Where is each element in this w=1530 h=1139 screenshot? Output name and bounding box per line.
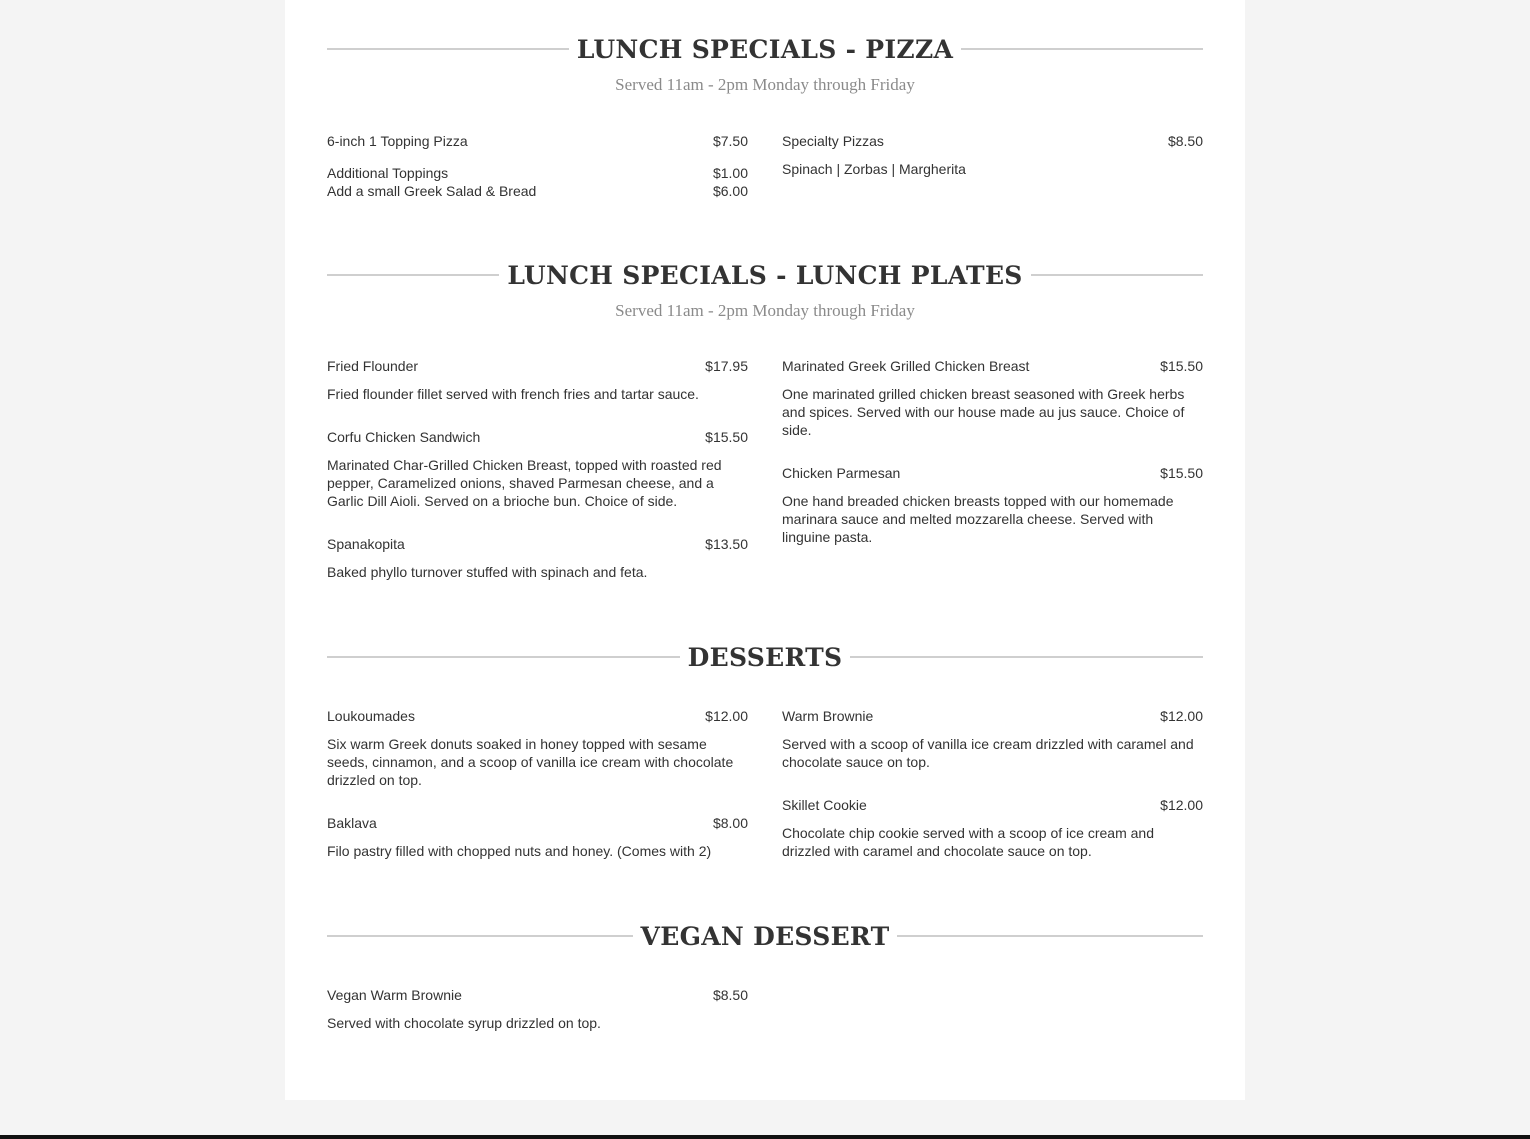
item-description: Served with chocolate syrup drizzled on top. bbox=[327, 1015, 601, 1031]
section-lunch-pizza bbox=[327, 29, 1203, 199]
menu-item bbox=[782, 707, 1203, 771]
item-price: $7.50 bbox=[712, 133, 748, 149]
section-header bbox=[327, 255, 1203, 295]
item-description: Chocolate chip cookie served with a scoop of ice cream and drizzled with caramel and chocolate sauce on top. bbox=[782, 825, 1154, 859]
right-column bbox=[782, 357, 1203, 571]
item-price: $17.95 bbox=[705, 358, 748, 374]
item-price: $12.00 bbox=[1160, 708, 1203, 724]
item-description: One marinated grilled chicken breast seasoned with Greek herbs and spices. Served with our house made au jus sauce. Choice of side. bbox=[782, 386, 1185, 438]
item-description: Spinach | Zorbas | Margherita bbox=[782, 161, 966, 177]
divider-line bbox=[327, 935, 633, 937]
item-name: Specialty Pizzas bbox=[782, 133, 884, 149]
item-price: $8.50 bbox=[1167, 133, 1203, 149]
menu-item bbox=[327, 182, 748, 200]
section-desserts bbox=[327, 637, 1203, 859]
item-price: $1.00 bbox=[712, 165, 748, 181]
item-price: $8.00 bbox=[712, 815, 748, 831]
footer-bar bbox=[0, 1135, 1530, 1139]
left-column bbox=[327, 707, 748, 885]
item-description: Baked phyllo turnover stuffed with spinach and feta. bbox=[327, 564, 648, 580]
item-price: $6.00 bbox=[712, 183, 748, 199]
item-description: Served with a scoop of vanilla ice cream drizzled with caramel and chocolate sauce on top. bbox=[782, 736, 1194, 770]
item-name: Baklava bbox=[327, 815, 377, 831]
divider-line bbox=[961, 48, 1203, 50]
item-name: 6-inch 1 Topping Pizza bbox=[327, 133, 468, 149]
item-name: Warm Brownie bbox=[782, 708, 874, 724]
item-price: $15.50 bbox=[1160, 358, 1203, 374]
item-name: Fried Flounder bbox=[327, 358, 419, 374]
divider-line bbox=[850, 656, 1203, 658]
item-name: Marinated Greek Grilled Chicken Breast bbox=[782, 358, 1030, 374]
item-price: $13.50 bbox=[705, 536, 748, 552]
item-description: One hand breaded chicken breasts topped with our homemade marinara sauce and melted mozzarella cheese. Served with linguine pasta. bbox=[782, 493, 1174, 545]
section-title: DESSERTS bbox=[687, 642, 843, 672]
item-description: Six warm Greek donuts soaked in honey topped with sesame seeds, cinnamon, and a scoop of vanilla ice cream with chocolate drizzled on top. bbox=[327, 736, 734, 788]
item-price: $12.00 bbox=[1160, 797, 1203, 813]
item-name: Corfu Chicken Sandwich bbox=[327, 429, 481, 445]
left-column bbox=[327, 357, 748, 606]
item-name: Loukoumades bbox=[327, 708, 415, 724]
item-description: Fried flounder fillet served with french fries and tartar sauce. bbox=[327, 386, 699, 402]
section-title: LUNCH SPECIALS - PIZZA bbox=[576, 34, 954, 64]
item-price: $8.50 bbox=[712, 987, 748, 1003]
divider-line bbox=[327, 48, 569, 50]
section-vegan-dessert bbox=[327, 916, 1203, 1031]
menu-item bbox=[327, 428, 748, 510]
right-column bbox=[782, 707, 1203, 885]
menu-item bbox=[782, 796, 1203, 860]
divider-line bbox=[897, 935, 1203, 937]
menu-item bbox=[782, 357, 1203, 439]
item-name: Chicken Parmesan bbox=[782, 465, 901, 481]
item-name: Add a small Greek Salad & Bread bbox=[327, 183, 537, 199]
menu-item bbox=[327, 986, 748, 1032]
section-header bbox=[327, 637, 1203, 677]
item-name: Spanakopita bbox=[327, 536, 405, 552]
right-column bbox=[782, 132, 1203, 203]
section-subtitle: Served 11am - 2pm Monday through Friday bbox=[615, 75, 915, 94]
menu-item bbox=[327, 707, 748, 789]
item-price: $15.50 bbox=[705, 429, 748, 445]
item-price: $15.50 bbox=[1160, 465, 1203, 481]
menu-page bbox=[285, 0, 1245, 1100]
left-column bbox=[327, 986, 748, 1057]
menu-item bbox=[782, 132, 1203, 178]
section-header bbox=[327, 29, 1203, 69]
item-price: $12.00 bbox=[705, 708, 748, 724]
section-subtitle: Served 11am - 2pm Monday through Friday bbox=[615, 301, 915, 320]
section-title: VEGAN DESSERT bbox=[640, 921, 890, 951]
item-description: Filo pastry filled with chopped nuts and honey. (Comes with 2) bbox=[327, 843, 712, 859]
menu-item bbox=[327, 814, 748, 860]
item-description: Marinated Char-Grilled Chicken Breast, topped with roasted red pepper, Caramelized onions, shaved Parmesan cheese, and a Garlic Dill Aioli. Served on a brioche bun. Choice of side. bbox=[327, 457, 722, 509]
section-header bbox=[327, 916, 1203, 956]
item-name: Vegan Warm Brownie bbox=[327, 987, 462, 1003]
item-name: Skillet Cookie bbox=[782, 797, 867, 813]
item-name: Additional Toppings bbox=[327, 165, 449, 181]
menu-item bbox=[327, 132, 748, 150]
section-lunch-plates bbox=[327, 255, 1203, 580]
left-column bbox=[327, 132, 748, 200]
divider-line bbox=[1031, 274, 1203, 276]
menu-item bbox=[327, 164, 748, 182]
menu-item bbox=[327, 535, 748, 581]
divider-line bbox=[327, 274, 499, 276]
menu-item bbox=[782, 464, 1203, 546]
section-title: LUNCH SPECIALS - LUNCH PLATES bbox=[507, 260, 1023, 290]
divider-line bbox=[327, 656, 680, 658]
menu-item bbox=[327, 357, 748, 403]
